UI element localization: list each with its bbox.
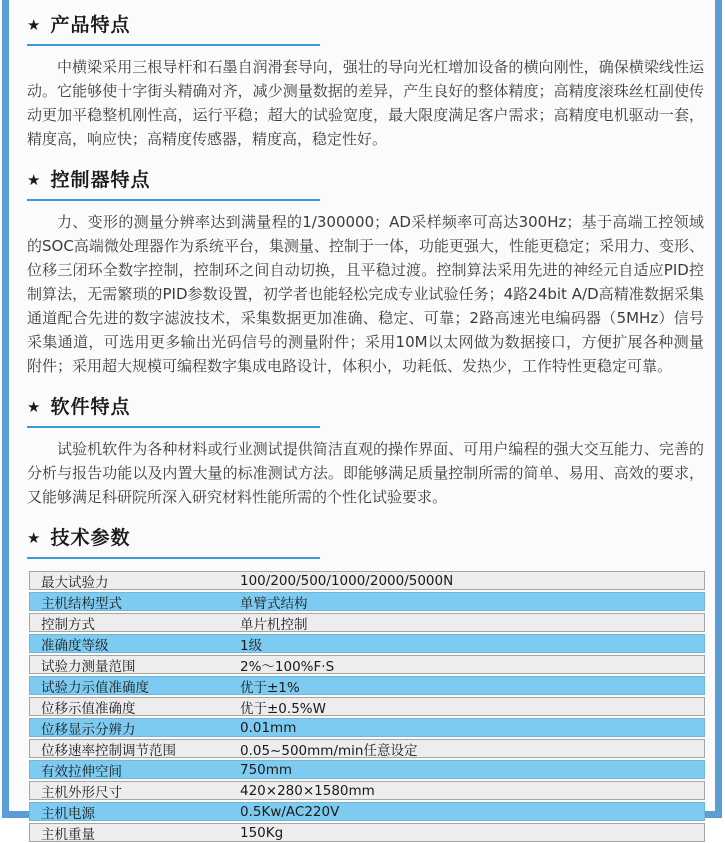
- spec-value: 优于±1%: [240, 679, 300, 696]
- section-title: 软件特点: [50, 396, 131, 418]
- paragraph: 中横梁采用三根导杆和石墨自润滑套导向，强壮的导向光杠增加设备的横向刚性，确保横梁线性运动。它能够使十字街头精确对齐，减少测量数据的差异，产生良好的整体精度；高精度滚珠丝杠副使传动更加平稳整机刚性高，运行平稳；超大的试验宽度，最大限度满足客户需求；高精度电机驱动一套，精度高，响应快；高精度传感器，精度高，稳定性好。: [27, 58, 704, 148]
- star-icon: ★: [27, 529, 42, 547]
- star-icon: ★: [27, 171, 42, 189]
- spec-table: [29, 571, 705, 842]
- spec-value: 0.05~500mm/min任意设定: [240, 742, 418, 759]
- spec-row: [29, 718, 705, 737]
- spec-label: 试验力示值准确度: [41, 679, 149, 696]
- heading-underline: [27, 199, 320, 201]
- spec-value: 0.5Kw/AC220V: [240, 803, 340, 820]
- section: [27, 12, 704, 151]
- spec-row: [29, 739, 705, 758]
- section-paragraphs: [27, 210, 704, 378]
- section-heading: [27, 167, 704, 193]
- spec-value: 1级: [240, 637, 263, 654]
- heading-underline: [27, 44, 320, 46]
- spec-value: 150Kg: [240, 824, 284, 841]
- spec-row: [29, 760, 705, 779]
- section-title: 控制器特点: [50, 169, 151, 191]
- heading-underline: [27, 426, 320, 428]
- spec-label: 位移示值准确度: [41, 700, 136, 717]
- star-icon: ★: [27, 16, 42, 34]
- spec-label: 试验力测量范围: [41, 658, 136, 675]
- spec-value: 100/200/500/1000/2000/5000N: [240, 572, 454, 589]
- spec-value: 单片机控制: [240, 616, 308, 633]
- spec-row: [29, 592, 705, 611]
- heading-underline: [27, 557, 320, 559]
- spec-value: 2%～100%F·S: [240, 658, 335, 675]
- section-heading: [27, 12, 704, 38]
- section-heading: [27, 394, 704, 420]
- spec-value: 优于±0.5%W: [240, 700, 326, 717]
- spec-label: 主机重量: [41, 826, 95, 843]
- section-title: 技术参数: [50, 527, 131, 549]
- spec-value: 单臂式结构: [240, 595, 308, 612]
- product-detail-content: [9, 0, 715, 843]
- spec-label: 控制方式: [41, 616, 95, 633]
- spec-label: 位移速率控制调节范围: [41, 742, 176, 759]
- spec-row: [29, 676, 705, 695]
- spec-label: 主机外形尺寸: [41, 784, 122, 801]
- spec-label: 主机电源: [41, 805, 95, 822]
- spec-row: [29, 697, 705, 716]
- spec-label: 准确度等级: [41, 637, 109, 654]
- spec-row: [29, 571, 705, 590]
- spec-label: 主机结构型式: [41, 595, 122, 612]
- spec-row: [29, 781, 705, 800]
- section: [27, 167, 704, 378]
- section-paragraphs: [27, 437, 704, 509]
- spec-label: 有效拉伸空间: [41, 763, 122, 780]
- section-title: 产品特点: [50, 14, 131, 36]
- star-icon: ★: [27, 398, 42, 416]
- spec-value: 420×280×1580mm: [240, 782, 375, 799]
- spec-row: [29, 613, 705, 632]
- spec-label: 位移显示分辨力: [41, 721, 136, 738]
- spec-value: 0.01mm: [240, 719, 297, 736]
- spec-label: 最大试验力: [41, 574, 109, 591]
- section-paragraphs: [27, 55, 704, 151]
- paragraph: 试验机软件为各种材料或行业测试提供简洁直观的操作界面、可用户编程的强大交互能力、完善的分析与报告功能以及内置大量的标准测试方法。即能够满足质量控制所需的简单、易用、高效的要求，又能够满足科研院所深入研究材料性能所需的个性化试验要求。: [27, 440, 704, 506]
- spec-row: [29, 655, 705, 674]
- spec-row: [29, 634, 705, 653]
- paragraph: 力、变形的测量分辨率达到满量程的1/300000；AD采样频率可高达300Hz；基于高端工控领域的SOC高端微处理器作为系统平台，集测量、控制于一体，功能更强大，性能更稳定；采用力、变形、位移三闭环全数字控制，控制环之间自动切换，且平稳过渡。控制算法采用先进的神经元自适应PID控制算法，无需繁琐的PID参数设置，初学者也能轻松完成专业试验任务；4路24bit A/D高精准数据采集通道配合先进的数字滤波技术，采集数据更加准确、稳定、可靠；2路高速光电编码器（5MHz）信号采集通道，可选用更多输出光码信号的测量附件；采用10M以太网做为数据接口，方便扩展各种测量附件；采用超大规模可编程数字集成电路设计，体积小，功耗低、发热少，工作特性更稳定可靠。: [27, 213, 704, 375]
- sections: [27, 12, 704, 559]
- section: [27, 394, 704, 509]
- spec-row: [29, 802, 705, 821]
- spec-row: [29, 823, 705, 842]
- section: [27, 525, 704, 559]
- section-heading: [27, 525, 704, 551]
- spec-value: 750mm: [240, 761, 293, 778]
